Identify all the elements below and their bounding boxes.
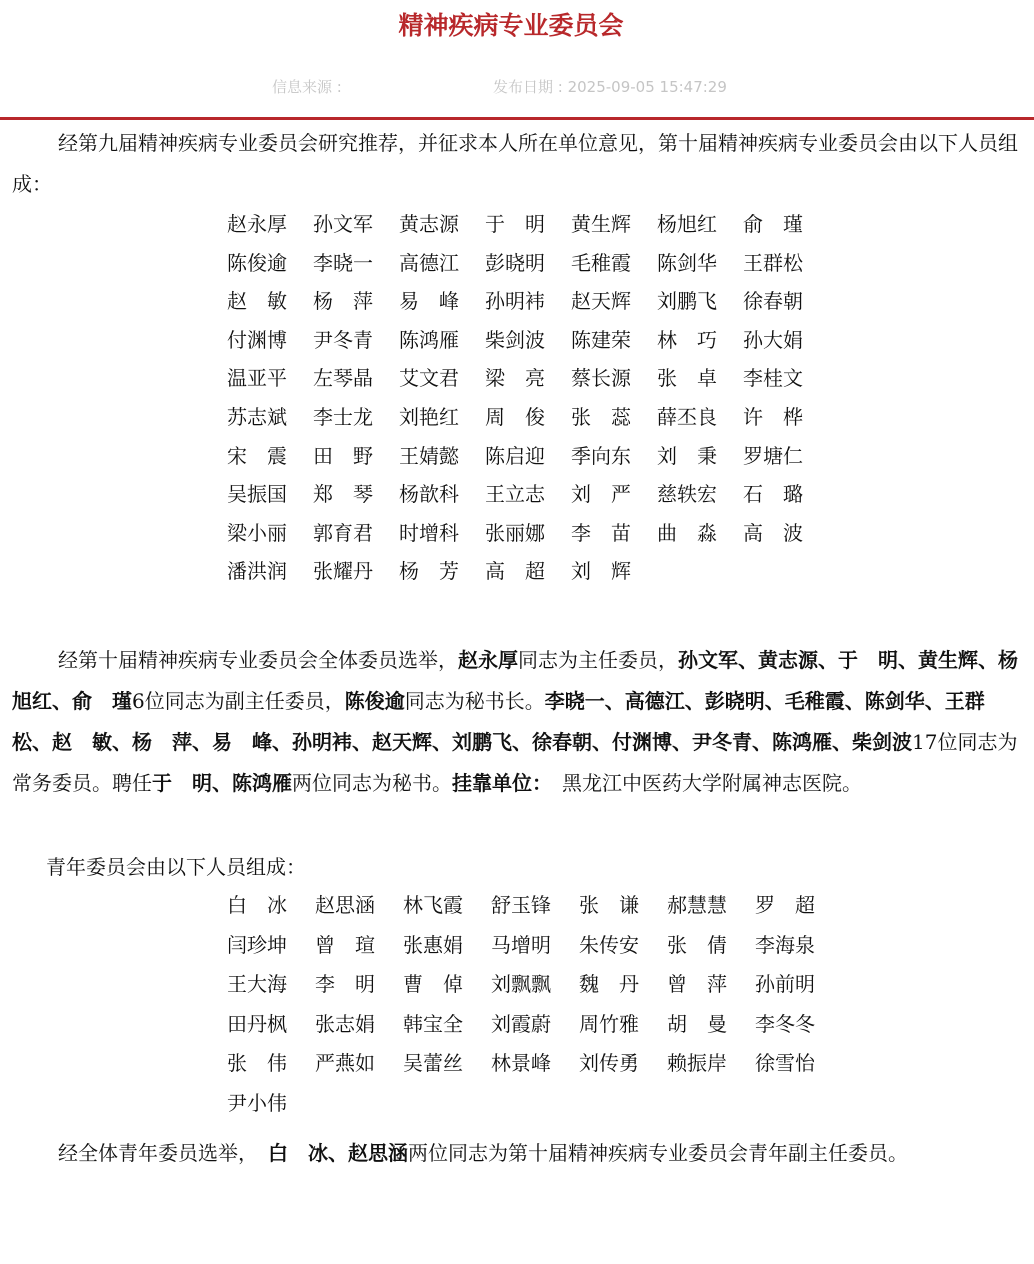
member-name: 张 蕊	[571, 404, 631, 429]
member-name: 温亚平	[227, 366, 287, 391]
member-name: 魏 丹	[579, 972, 639, 996]
member-name: 赵天辉	[571, 289, 631, 314]
member-name: 李海泉	[755, 932, 815, 957]
member-name: 李 明	[315, 972, 375, 996]
page-title: 精神疾病专业委员会	[398, 11, 624, 40]
member-name: 孙大娟	[743, 327, 803, 352]
secretary-names: 于 明、陈鸿雁	[152, 771, 292, 795]
member-name: 张 卓	[657, 366, 717, 391]
member-name: 徐春朝	[743, 289, 803, 314]
member-name: 刘传勇	[579, 1051, 639, 1075]
member-name: 田丹枫	[227, 1011, 287, 1036]
member-name: 闫珍坤	[227, 932, 287, 957]
member-name: 郝慧慧	[667, 893, 727, 917]
member-name: 张 伟	[227, 1051, 287, 1075]
member-name: 柴剑波	[485, 327, 545, 352]
member-name: 周 俊	[485, 404, 545, 429]
member-name: 徐雪怡	[755, 1051, 815, 1075]
member-name: 李桂文	[743, 366, 803, 391]
member-name: 薛丕良	[657, 404, 717, 429]
member-name: 刘艳红	[399, 404, 459, 429]
youth-vice-chair-names: 白 冰、赵思涵	[248, 1141, 408, 1165]
member-name: 田 野	[313, 443, 373, 468]
member-name: 石 璐	[743, 482, 803, 507]
member-name: 严燕如	[315, 1051, 375, 1075]
member-name: 胡 曼	[667, 1011, 727, 1036]
member-name: 周竹雅	[579, 1011, 639, 1036]
member-name: 苏志斌	[227, 404, 287, 429]
member-name: 张惠娟	[403, 932, 463, 957]
member-name: 毛稚霞	[571, 250, 631, 275]
member-name: 马增明	[491, 932, 551, 957]
member-name: 付渊博	[227, 327, 287, 352]
member-name: 陈剑华	[657, 250, 717, 275]
member-name: 张丽娜	[485, 520, 545, 545]
member-name: 郭育君	[313, 520, 373, 545]
committee-member-list	[227, 205, 829, 591]
member-name: 孙前明	[755, 972, 815, 996]
election-text: 同志为秘书长。	[404, 689, 545, 713]
info-source: 信息来源 :	[272, 78, 342, 96]
youth-election-text: 经全体青年委员选举，	[58, 1141, 248, 1165]
member-name: 吴振国	[227, 482, 287, 507]
member-name: 赖振岸	[667, 1051, 727, 1075]
member-name: 张志娟	[315, 1011, 375, 1036]
member-name: 许 桦	[743, 404, 803, 429]
member-name: 刘 严	[571, 482, 631, 507]
intro-paragraph: 经第九届精神疾病专业委员会研究推荐，并征求本人所在单位意见，第十届精神疾病专业委员会由以下人员组成：	[12, 131, 1018, 196]
election-paragraph	[12, 640, 1022, 804]
member-name: 李士龙	[313, 404, 373, 429]
member-name: 王群松	[743, 250, 803, 275]
member-name: 罗 超	[755, 893, 815, 917]
member-name: 赵 敏	[227, 289, 287, 314]
vice-chair-names: 孙文军、黄志源、于 明、黄生辉、杨旭红、俞 瑾	[12, 648, 1018, 713]
member-name: 孙文军	[313, 212, 373, 236]
election-text: 17位同志为常务委员。聘任	[12, 730, 1018, 795]
member-name: 黄志源	[399, 212, 459, 236]
member-name: 刘霞蔚	[491, 1011, 551, 1036]
member-name: 郑 琴	[313, 482, 373, 507]
member-name: 俞 瑾	[743, 212, 803, 236]
member-name: 舒玉锋	[491, 893, 551, 917]
member-name: 林 巧	[657, 327, 717, 352]
member-name: 赵思涵	[315, 893, 375, 917]
youth-intro: 青年委员会由以下人员组成：	[46, 855, 306, 879]
member-name: 王立志	[485, 482, 545, 507]
member-name: 王大海	[227, 972, 287, 996]
youth-election-text: 两位同志为第十届精神疾病专业委员会青年副主任委员。	[408, 1141, 908, 1165]
member-name: 刘 辉	[571, 559, 631, 584]
member-name: 于 明	[485, 212, 545, 236]
member-name: 曾 萍	[667, 972, 727, 996]
member-name: 梁小丽	[227, 520, 287, 545]
secretary-general-name: 陈俊逾	[344, 689, 405, 713]
member-name: 刘飘飘	[491, 972, 551, 996]
member-name: 林飞霞	[403, 893, 463, 917]
title-divider	[0, 117, 1034, 120]
member-name: 尹冬青	[313, 327, 373, 352]
member-name: 高 波	[743, 520, 803, 545]
member-name: 时增科	[399, 520, 459, 545]
member-name: 李晓一	[313, 250, 373, 275]
youth-election-paragraph	[12, 1133, 1022, 1174]
election-text: 经第十届精神疾病专业委员会全体委员选举，	[58, 648, 458, 672]
member-name: 陈俊逾	[227, 250, 287, 275]
member-name: 季向东	[571, 443, 631, 468]
member-name: 王婧懿	[399, 443, 459, 468]
member-name: 李 苗	[571, 520, 631, 545]
chair-name: 赵永厚	[458, 648, 518, 672]
member-name: 艾文君	[399, 366, 459, 391]
member-name: 慈轶宏	[657, 482, 717, 507]
member-name: 曾 瑄	[315, 932, 375, 957]
member-name: 杨旭红	[657, 212, 717, 236]
member-name: 李冬冬	[755, 1011, 815, 1036]
member-name: 陈启迎	[485, 443, 545, 468]
member-name: 刘鹏飞	[657, 289, 717, 314]
member-name: 朱传安	[579, 932, 639, 957]
member-name: 白 冰	[227, 893, 287, 917]
election-text: 6位同志为副主任委员，	[132, 689, 345, 713]
member-name: 蔡长源	[571, 366, 631, 391]
member-name: 赵永厚	[227, 212, 287, 236]
member-name: 杨 芳	[399, 559, 459, 584]
member-name: 易 峰	[399, 289, 459, 314]
member-name: 杨歆科	[399, 482, 459, 507]
member-name: 黄生辉	[571, 212, 631, 236]
member-name: 张 倩	[667, 932, 727, 957]
election-text: 两位同志为秘书。	[292, 771, 452, 795]
member-name: 杨 萍	[313, 289, 373, 314]
member-name: 宋 震	[227, 443, 287, 468]
member-name: 陈建荣	[571, 327, 631, 352]
member-name: 彭晓明	[485, 250, 545, 275]
member-name: 梁 亮	[485, 366, 545, 391]
election-text: 同志为主任委员，	[518, 648, 678, 672]
member-name: 尹小伟	[227, 1090, 287, 1115]
member-name: 张耀丹	[313, 559, 373, 584]
member-name: 罗塘仁	[743, 443, 803, 468]
publish-date: 发布日期 : 2025-09-05 15:47:29	[493, 78, 727, 96]
member-name: 曹 倬	[403, 972, 463, 996]
youth-member-list	[227, 886, 843, 1123]
member-name: 高德江	[399, 250, 459, 275]
member-name: 吴蕾丝	[403, 1051, 463, 1075]
member-name: 高 超	[485, 559, 545, 584]
member-name: 张 谦	[579, 893, 639, 917]
member-name: 林景峰	[491, 1051, 551, 1075]
member-name: 刘 秉	[657, 443, 717, 468]
member-name: 左琴晶	[313, 366, 373, 391]
member-name: 韩宝全	[403, 1011, 463, 1036]
member-name: 陈鸿雁	[399, 327, 459, 352]
host-unit-value: 黑龙江中医药大学附属神志医院。	[542, 771, 862, 795]
standing-member-names: 李晓一、高德江、彭晓明、毛稚霞、陈剑华、王群松、赵 敏、杨 萍、易 峰、孙明袆、赵天辉、刘鹏飞、徐春朝、付渊博、尹冬青、陈鸿雁、柴剑波	[12, 689, 985, 754]
member-name: 曲 淼	[657, 520, 717, 545]
member-name: 潘洪润	[227, 559, 287, 584]
member-name: 孙明袆	[485, 289, 545, 314]
host-unit-label: 挂靠单位：	[452, 771, 542, 795]
